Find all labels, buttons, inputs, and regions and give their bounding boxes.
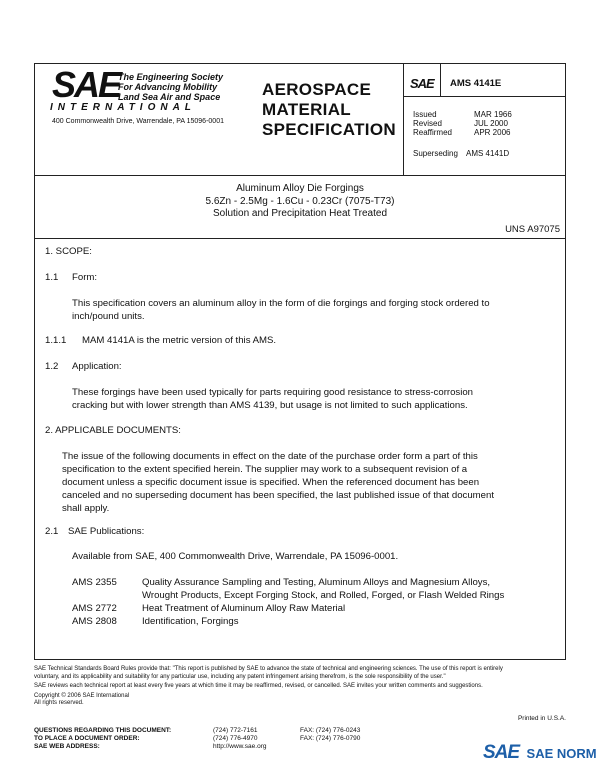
notice-line: SAE Technical Standards Board Rules provide that: "This report is published by SAE to advance the state of technical and engineering sciences. The use of this report is entirely: [34, 666, 503, 672]
title-line-2: MATERIAL: [262, 100, 351, 119]
sae-norm-logo: [483, 742, 597, 764]
tagline-line-1: The Engineering Society: [118, 72, 224, 82]
questions-label: QUESTIONS REGARDING THIS DOCUMENT:: [34, 727, 172, 734]
section-1-1-title: Form:: [72, 272, 98, 283]
title-line-3: SPECIFICATION: [262, 120, 396, 139]
section-2-body: [62, 450, 494, 515]
ref-title: [142, 576, 504, 602]
questions-phone: (724) 772-7161: [213, 727, 258, 734]
ref-title: Identification, Forgings: [142, 616, 239, 627]
paragraph-line: document unless a specific document issue is specified. When the referenced document has been: [62, 477, 480, 488]
order-fax: FAX: (724) 776-0790: [300, 735, 361, 742]
section-1-1-1-number: 1.1.1: [45, 335, 67, 346]
header-column-divider: [403, 63, 404, 175]
revised-label: Revised: [413, 119, 442, 128]
material-title-line-2: 5.6Zn - 2.5Mg - 1.6Cu - 0.23Cr (7075-T73): [205, 195, 395, 207]
title-divider: [34, 238, 566, 239]
section-2-heading: 2. APPLICABLE DOCUMENTS:: [45, 425, 181, 436]
spec-type-title: [262, 80, 396, 140]
material-title: [34, 183, 566, 221]
printed-in: Printed in U.S.A.: [517, 715, 566, 722]
paragraph-line: shall apply.: [62, 503, 110, 514]
contact-phones: [213, 727, 266, 751]
sae-logo: SAE: [52, 64, 121, 105]
reaffirmed-label: Reaffirmed: [413, 128, 452, 137]
section-1-2-number: 1.2: [45, 361, 59, 372]
issued-label: Issued: [413, 110, 437, 119]
copyright: Copyright © 2006 SAE International: [34, 692, 130, 699]
paragraph-line: These forgings have been used typically for parts requiring good resistance to stress-corrosion: [72, 387, 474, 398]
section-1-heading: 1. SCOPE:: [45, 246, 92, 257]
ref-title-line: Quality Assurance Sampling and Testing, Aluminum Alloys and Magnesium Alloys,: [142, 577, 491, 588]
uns-designation: UNS A97075: [505, 224, 560, 235]
notice-line: SAE reviews each technical report at least every five years at which time it may be reaffirmed, revised, or cancelled. SAE invites your written comments and suggestions.: [34, 683, 483, 689]
ref-code: AMS 2772: [72, 603, 117, 614]
tagline: [118, 72, 223, 102]
section-1-1-body: [72, 297, 490, 323]
doc-number-divider: [403, 96, 566, 97]
web-url[interactable]: http://www.sae.org: [213, 743, 267, 750]
paragraph-line: cracking but with lower strength than AMS 4139, but usage is not limited to such applications.: [72, 400, 468, 411]
section-1-1-number: 1.1: [45, 272, 59, 283]
material-title-line-3: Solution and Precipitation Heat Treated: [213, 208, 387, 219]
paragraph-line: specification to the extent specified herein. The supplier may work to a subsequent revision of a: [62, 464, 468, 475]
header-divider: [34, 175, 566, 176]
doc-sae-logo: SAE: [410, 76, 434, 91]
questions-fax: FAX: (724) 776-0243: [300, 727, 361, 734]
sae-address: 400 Commonwealth Drive, Warrendale, PA 15096-0001: [52, 118, 224, 125]
material-title-line-1: Aluminum Alloy Die Forgings: [236, 183, 364, 194]
section-1-2-body: [72, 386, 473, 412]
revised-value: JUL 2000: [474, 119, 508, 128]
issued-value: MAR 1966: [474, 110, 512, 119]
section-2-1-number: 2.1: [45, 526, 59, 537]
contact-faxes: [300, 727, 360, 743]
section-1-1-1-body: MAM 4141A is the metric version of this AMS.: [82, 335, 277, 346]
ref-title-line: Wrought Products, Except Forging Stock, and Rolled, Forged, or Flash Welded Rings: [142, 590, 505, 601]
order-phone: (724) 776-4970: [213, 735, 258, 742]
rights: All rights reserved.: [34, 700, 84, 706]
doc-logo-divider: [440, 63, 441, 96]
section-1-2-title: Application:: [72, 361, 122, 372]
footer-notice: [34, 666, 568, 708]
superseding-label: Superseding: [413, 149, 458, 158]
contact-labels: [34, 727, 171, 751]
sae-norm-logo-mark: SAE: [483, 742, 520, 763]
section-2-1-body: Available from SAE, 400 Commonwealth Drive, Warrendale, PA 15096-0001.: [72, 551, 399, 562]
international-label: INTERNATIONAL: [50, 102, 196, 113]
paragraph-line: The issue of the following documents in effect on the date of the purchase order form a part of this: [62, 451, 478, 462]
section-2-1-title: SAE Publications:: [68, 526, 145, 537]
sae-norm-logo-text: SAE NORM: [526, 746, 597, 761]
web-label: SAE WEB ADDRESS:: [34, 743, 100, 750]
superseding-value: AMS 4141D: [466, 149, 510, 158]
tagline-line-2: For Advancing Mobility: [118, 82, 218, 92]
ref-title: Heat Treatment of Aluminum Alloy Raw Material: [142, 603, 346, 614]
reaffirmed-value: APR 2006: [474, 128, 511, 137]
notice-line: voluntary, and its applicability and suitability for any particular use, including any patent infringement arising therefrom, is the sole responsibility of the user.": [34, 673, 446, 680]
paragraph-line: This specification covers an aluminum alloy in the form of die forgings and forging stock ordered to: [72, 298, 490, 309]
tagline-line-3: Land Sea Air and Space: [118, 92, 221, 102]
ref-code: AMS 2355: [72, 577, 117, 588]
doc-meta-labels: [413, 110, 452, 137]
paragraph-line: canceled and no superseding document has been specified, the last published issue of that document: [62, 490, 495, 501]
ref-code: AMS 2808: [72, 616, 117, 627]
order-label: TO PLACE A DOCUMENT ORDER:: [34, 735, 140, 742]
paragraph-line: inch/pound units.: [72, 311, 145, 322]
doc-meta-values: [474, 110, 512, 137]
doc-number: AMS 4141E: [450, 78, 502, 89]
title-line-1: AEROSPACE: [262, 80, 372, 99]
